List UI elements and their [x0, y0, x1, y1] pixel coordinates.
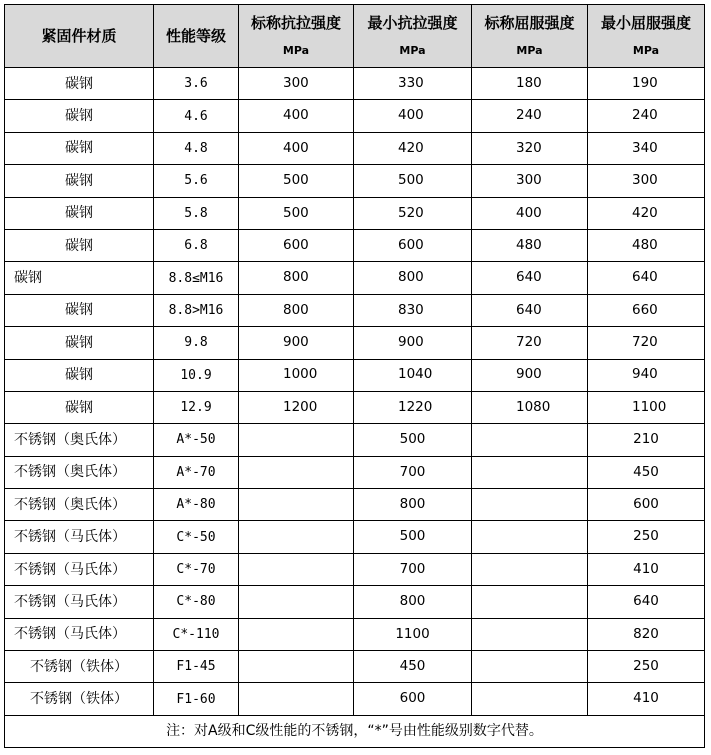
cell-grade: F1-60	[154, 683, 239, 715]
cell-nominal-yield: 320	[472, 132, 588, 164]
table-body	[5, 68, 705, 716]
cell-nominal-yield	[472, 683, 588, 715]
cell-grade: 5.8	[154, 197, 239, 229]
cell-material: 不锈钢（奥氏体）	[5, 456, 154, 488]
table-row	[5, 359, 705, 391]
cell-nominal-tensile	[239, 683, 354, 715]
cell-nominal-tensile	[239, 489, 354, 521]
strength-table	[4, 4, 705, 748]
header-material: 紧固件材质	[5, 5, 154, 68]
cell-min-tensile: 1100	[354, 618, 472, 650]
table-row	[5, 424, 705, 456]
cell-grade: 4.6	[154, 100, 239, 132]
cell-min-yield: 190	[588, 68, 705, 100]
cell-min-yield: 450	[588, 456, 705, 488]
cell-grade: A*-80	[154, 489, 239, 521]
cell-grade: C*-110	[154, 618, 239, 650]
cell-nominal-tensile	[239, 586, 354, 618]
table-row	[5, 294, 705, 326]
cell-min-tensile: 800	[354, 489, 472, 521]
cell-min-yield: 940	[588, 359, 705, 391]
cell-nominal-yield: 640	[472, 262, 588, 294]
cell-material: 不锈钢（马氏体）	[5, 521, 154, 553]
cell-min-yield: 660	[588, 294, 705, 326]
cell-grade: 10.9	[154, 359, 239, 391]
cell-material: 不锈钢（马氏体）	[5, 553, 154, 585]
cell-material: 碳钢	[5, 100, 154, 132]
table-row	[5, 229, 705, 261]
table-row	[5, 521, 705, 553]
cell-min-tensile: 700	[354, 553, 472, 585]
cell-min-tensile: 1040	[354, 359, 472, 391]
cell-material: 不锈钢（马氏体）	[5, 618, 154, 650]
cell-nominal-tensile	[239, 456, 354, 488]
header-nominal-yield	[472, 5, 588, 68]
cell-min-yield: 340	[588, 132, 705, 164]
cell-nominal-tensile: 600	[239, 229, 354, 261]
cell-material: 碳钢	[5, 391, 154, 423]
cell-grade: A*-70	[154, 456, 239, 488]
cell-min-tensile: 800	[354, 262, 472, 294]
cell-nominal-tensile: 300	[239, 68, 354, 100]
cell-nominal-tensile: 800	[239, 294, 354, 326]
cell-grade: 6.8	[154, 229, 239, 261]
header-min-yield-unit: MPa	[632, 44, 660, 57]
cell-nominal-tensile: 900	[239, 327, 354, 359]
cell-min-tensile: 600	[354, 229, 472, 261]
cell-material: 不锈钢（铁体）	[5, 651, 154, 683]
cell-grade: 8.8>M16	[154, 294, 239, 326]
cell-grade: C*-50	[154, 521, 239, 553]
header-row	[5, 5, 705, 68]
cell-grade: 12.9	[154, 391, 239, 423]
header-min-yield	[588, 5, 705, 68]
cell-min-tensile: 800	[354, 586, 472, 618]
cell-min-tensile: 1220	[354, 391, 472, 423]
table-row	[5, 553, 705, 585]
cell-nominal-yield: 400	[472, 197, 588, 229]
cell-nominal-tensile: 500	[239, 165, 354, 197]
header-min-tensile-label: 最小抗拉强度	[367, 14, 458, 32]
cell-nominal-tensile: 1000	[239, 359, 354, 391]
table-row	[5, 489, 705, 521]
table-row	[5, 165, 705, 197]
cell-grade: C*-70	[154, 553, 239, 585]
header-nominal-tensile	[239, 5, 354, 68]
cell-nominal-yield: 1080	[472, 391, 588, 423]
cell-material: 碳钢	[5, 327, 154, 359]
table-row	[5, 100, 705, 132]
table-row	[5, 456, 705, 488]
cell-nominal-yield	[472, 456, 588, 488]
cell-nominal-tensile: 500	[239, 197, 354, 229]
table-row	[5, 327, 705, 359]
cell-nominal-tensile	[239, 424, 354, 456]
cell-nominal-yield: 720	[472, 327, 588, 359]
header-nominal-tensile-unit: MPa	[282, 44, 310, 57]
cell-nominal-yield: 480	[472, 229, 588, 261]
cell-min-yield: 480	[588, 229, 705, 261]
header-grade: 性能等级	[154, 5, 239, 68]
table-row	[5, 68, 705, 100]
cell-nominal-tensile	[239, 521, 354, 553]
header-min-tensile	[354, 5, 472, 68]
cell-nominal-tensile	[239, 651, 354, 683]
table-row	[5, 683, 705, 715]
cell-nominal-yield: 640	[472, 294, 588, 326]
table-row	[5, 132, 705, 164]
cell-nominal-yield: 240	[472, 100, 588, 132]
cell-nominal-tensile: 1200	[239, 391, 354, 423]
table-row	[5, 391, 705, 423]
cell-grade: F1-45	[154, 651, 239, 683]
cell-material: 不锈钢（铁体）	[5, 683, 154, 715]
header-nominal-yield-label: 标称屈服强度	[484, 14, 575, 32]
cell-grade: 4.8	[154, 132, 239, 164]
cell-min-tensile: 400	[354, 100, 472, 132]
cell-nominal-tensile: 400	[239, 132, 354, 164]
cell-min-tensile: 330	[354, 68, 472, 100]
cell-min-yield: 300	[588, 165, 705, 197]
cell-min-yield: 720	[588, 327, 705, 359]
cell-min-tensile: 830	[354, 294, 472, 326]
table-row	[5, 618, 705, 650]
cell-nominal-tensile: 800	[239, 262, 354, 294]
table-note: 注：对A级和C级性能的不锈钢，“*”号由性能级别数字代替。	[5, 715, 705, 747]
cell-nominal-yield	[472, 586, 588, 618]
cell-nominal-tensile	[239, 553, 354, 585]
cell-nominal-yield: 180	[472, 68, 588, 100]
cell-min-tensile: 500	[354, 424, 472, 456]
cell-material: 碳钢	[5, 359, 154, 391]
cell-material: 不锈钢（奥氏体）	[5, 424, 154, 456]
cell-min-yield: 640	[588, 262, 705, 294]
cell-min-tensile: 520	[354, 197, 472, 229]
cell-nominal-yield	[472, 651, 588, 683]
cell-grade: 5.6	[154, 165, 239, 197]
cell-min-tensile: 450	[354, 651, 472, 683]
cell-grade: C*-80	[154, 586, 239, 618]
cell-material: 碳钢	[5, 229, 154, 261]
table-row	[5, 586, 705, 618]
note-row	[5, 715, 705, 747]
cell-min-yield: 820	[588, 618, 705, 650]
cell-min-yield: 240	[588, 100, 705, 132]
cell-material: 碳钢	[5, 294, 154, 326]
cell-grade: 8.8≤M16	[154, 262, 239, 294]
cell-nominal-yield	[472, 489, 588, 521]
cell-min-yield: 600	[588, 489, 705, 521]
cell-material: 不锈钢（马氏体）	[5, 586, 154, 618]
cell-min-yield: 250	[588, 521, 705, 553]
cell-grade: A*-50	[154, 424, 239, 456]
cell-min-yield: 410	[588, 553, 705, 585]
cell-min-yield: 420	[588, 197, 705, 229]
cell-min-yield: 410	[588, 683, 705, 715]
cell-min-tensile: 420	[354, 132, 472, 164]
cell-material: 碳钢	[5, 197, 154, 229]
cell-grade: 9.8	[154, 327, 239, 359]
cell-material: 碳钢	[5, 68, 154, 100]
table-row	[5, 197, 705, 229]
cell-material: 碳钢	[5, 132, 154, 164]
cell-min-yield: 640	[588, 586, 705, 618]
cell-nominal-yield: 300	[472, 165, 588, 197]
cell-nominal-yield	[472, 521, 588, 553]
cell-min-tensile: 500	[354, 165, 472, 197]
cell-min-tensile: 500	[354, 521, 472, 553]
cell-min-tensile: 600	[354, 683, 472, 715]
cell-nominal-tensile	[239, 618, 354, 650]
cell-min-yield: 250	[588, 651, 705, 683]
cell-min-tensile: 900	[354, 327, 472, 359]
cell-min-yield: 1100	[588, 391, 705, 423]
cell-nominal-tensile: 400	[239, 100, 354, 132]
header-min-yield-label: 最小屈服强度	[600, 14, 691, 32]
header-nominal-tensile-label: 标称抗拉强度	[250, 14, 341, 32]
table-row	[5, 651, 705, 683]
header-min-tensile-unit: MPa	[399, 44, 426, 57]
cell-nominal-yield	[472, 553, 588, 585]
cell-material: 碳钢	[5, 262, 154, 294]
cell-material: 碳钢	[5, 165, 154, 197]
cell-grade: 3.6	[154, 68, 239, 100]
cell-min-yield: 210	[588, 424, 705, 456]
cell-nominal-yield: 900	[472, 359, 588, 391]
cell-min-tensile: 700	[354, 456, 472, 488]
cell-nominal-yield	[472, 618, 588, 650]
header-nominal-yield-unit: MPa	[516, 44, 543, 57]
cell-nominal-yield	[472, 424, 588, 456]
table-row	[5, 262, 705, 294]
cell-material: 不锈钢（奥氏体）	[5, 489, 154, 521]
